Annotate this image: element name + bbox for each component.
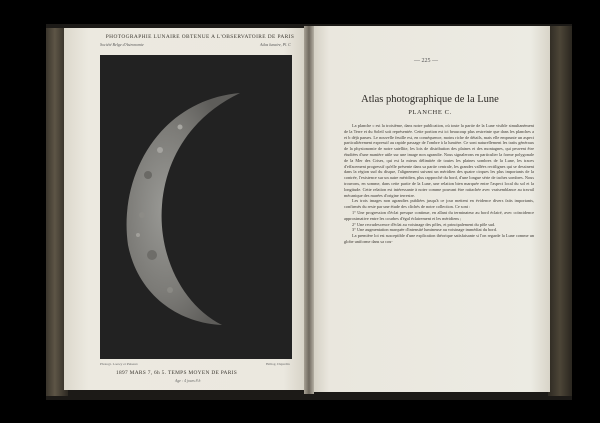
plate-sub-right: Atlas lunaire, Pl. C <box>260 42 291 47</box>
planche-heading: PLANCHE C. <box>408 109 452 116</box>
paragraph: 2° Une recrudescence d'éclat au voisinage des pôles, et principalement du pôle sud. <box>352 221 496 227</box>
paragraph: La première loi est susceptible d'une explication théorique satisfaisante si l'on regarde la Lune comme un globe uniforme dans sa cou- <box>344 233 534 244</box>
plate-sub-left: Société Belge d'Astronomie <box>100 42 144 47</box>
photo-credit-right: Héliog. Dujardin <box>266 362 290 366</box>
page-number: — 225 — <box>414 58 438 64</box>
plate-caption: 1897 MARS 7, 6h 5. TEMPS MOYEN DE PARIS <box>116 370 238 376</box>
page-title: Atlas photographique de la Lune <box>361 94 499 105</box>
paragraph: La planche c est la troisième, dans notre publication, où toute la partie de la Lune visible simultanément de la Terre et du Soleil soit représentée. Cette portion est ici beaucoup plus restreinte que dans les planches a et b déjà parues. Le nouvelle feuille est, en conséquence, moins riche de détails, mais elle emprunte un aspect particulièrement expressif au rapide passage de l'ombre à la lumière. Ce sont naturellement les traits généraux de la physionomie de notre satellite, les lois de distribution des plaines et des montagnes, qui peuvent être étudiées d'une manière utile sur une image non agrandie. Nous signalerons en particulier la forme polygonale de la Mer des Crises, qui est la mieux délimitée de toutes les plaines sombres de la Lune, les traces d'effacement progressif qu'elle présente dans sa partie centrale, les grandes vallées rectilignes qui se dessinent dans la région sud du disque, l'alignement suivant un méridien des quatre cirques les plus importants de la contrée, l'existence sur un autre méridien, plus rapproché du bord, d'une longue série de taches sombres. Nous trouvons, en somme, dans cette partie de la Lune, une relation bien marquée entre l'aspect local du sol et la longitude. Cette relation est intéressante à noter comme pouvant être rattachée avec vraisemblance au travail mécanique des marées d'origine terrestre. <box>344 123 534 198</box>
plate-caption-sub: Age : 4 jours 8 h <box>175 379 201 383</box>
moon-photograph <box>100 55 292 359</box>
body-text <box>344 123 534 245</box>
plate-header: PHOTOGRAPHIE LUNAIRE OBTENUE A L'OBSERVATOIRE DE PARIS <box>105 34 295 40</box>
paragraph: Les trois images non agrandies publiées jusqu'à ce jour mettent en évidence divers faits importants, confirmés du reste par une étude des clichés de notre collection. Ce sont : <box>344 198 534 210</box>
moon-crescent-image <box>100 55 292 359</box>
book-gutter <box>304 26 314 394</box>
paragraph: 1° Une progression d'éclat presque continue, en allant du terminateur au bord éclairé, avec coïncidence approximative entre les courbes d'égal éclairement et les méridiens ; <box>344 209 534 221</box>
cover-edge-right <box>548 26 572 396</box>
photo-credit-left: Photogr. Loewy et Puiseux <box>100 362 138 366</box>
paragraph: 3° Une augmentation marquée d'intensité lumineuse au voisinage immédiat du bord. <box>352 227 498 233</box>
